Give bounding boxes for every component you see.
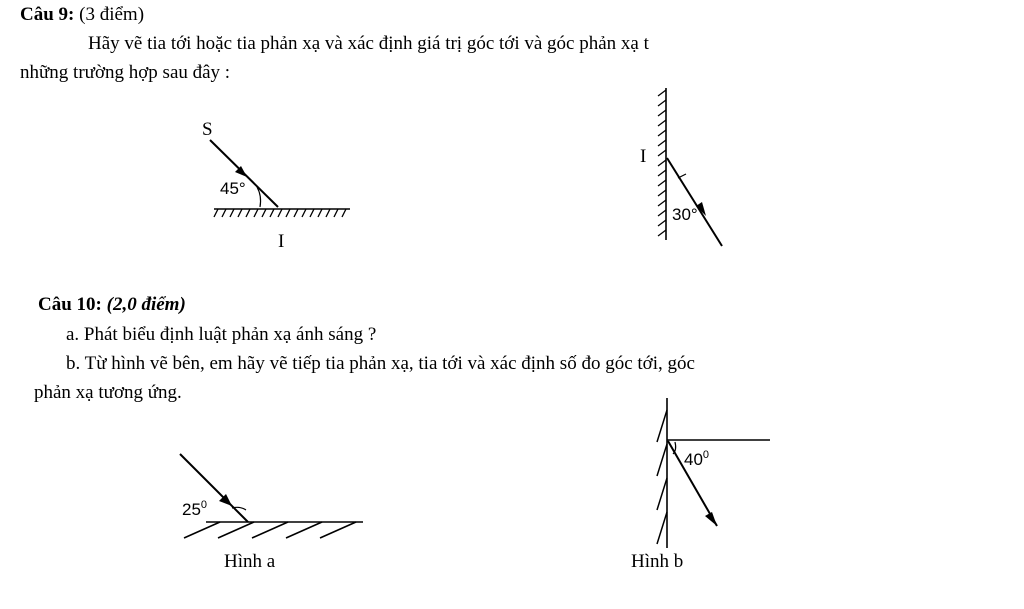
angle-label-25 [182, 499, 207, 519]
point-label-i: I [640, 146, 647, 167]
point-label-i: I [278, 231, 285, 252]
caption-hinh-b: Hình b [631, 551, 684, 572]
angle-label-40 [684, 449, 709, 469]
angle-number: 25 [182, 500, 201, 519]
q10-points: (2,0 điểm) [106, 294, 186, 315]
q10-item-b-line1: b. Từ hình vẽ bên, em hãy vẽ tiếp tia phản xạ, tia tới và xác định số đo góc tới, góc [66, 353, 695, 374]
mirror-hatching [214, 209, 346, 217]
q10-title: Câu 10: [38, 294, 102, 315]
reflected-ray [667, 158, 722, 246]
q9-points: (3 điểm) [79, 4, 145, 25]
q10-heading [38, 294, 186, 316]
q9-heading [20, 4, 144, 26]
mirror-hatching [658, 90, 666, 236]
figure-b [625, 392, 785, 582]
q9-figure-2 [630, 82, 740, 252]
caption-hinh-a: Hình a [224, 551, 276, 572]
ray-arrowhead [705, 512, 717, 526]
angle-label-45: 45° [220, 179, 246, 198]
q9-figure-1 [180, 110, 370, 255]
ray-label-s: S [202, 119, 213, 140]
q9-line1: Hãy vẽ tia tới hoặc tia phản xạ và xác định giá trị góc tới và góc phản xạ t [88, 33, 649, 54]
q10-item-b-line2: phản xạ tương ứng. [34, 382, 182, 403]
angle-number: 40 [684, 450, 703, 469]
q10-item-a: a. Phát biểu định luật phản xạ ánh sáng ? [66, 324, 377, 345]
q9-line2: những trường hợp sau đây : [20, 62, 231, 83]
mirror-hatching [184, 522, 356, 538]
q9-title: Câu 9: [20, 4, 75, 25]
mirror-hatching [657, 410, 667, 544]
angle-superscript: 0 [200, 499, 208, 511]
angle-superscript: 0 [702, 449, 710, 461]
angle-label-30: 30° [672, 205, 698, 224]
figure-a [170, 440, 370, 580]
